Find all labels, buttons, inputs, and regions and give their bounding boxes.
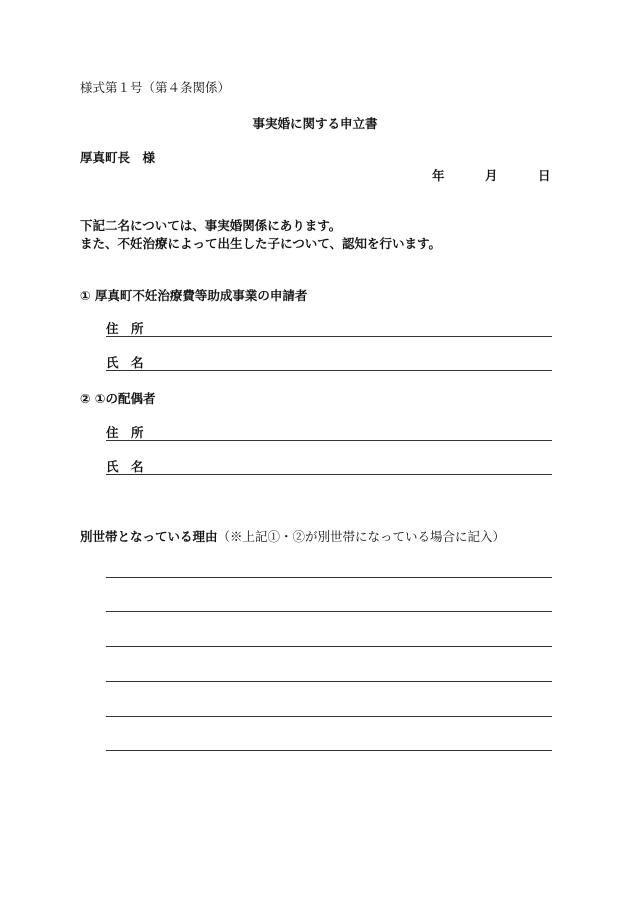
section1-name-label: 氏 名 <box>106 355 144 370</box>
reason-line-4[interactable] <box>106 681 552 682</box>
section1-heading: ① 厚真町不妊治療費等助成事業の申請者 <box>80 288 308 303</box>
declaration-line-1: 下記二名については、事実婚関係にあります。 <box>80 218 342 233</box>
section2-address-label: 住 所 <box>106 425 144 440</box>
section2-name-label: 氏 名 <box>106 459 144 474</box>
form-number: 様式第１号（第４条関係） <box>80 80 231 95</box>
reason-line-1[interactable] <box>106 577 552 578</box>
declaration-line-2: また、不妊治療によって出生した子について、認知を行います。 <box>80 236 442 251</box>
section1-address-line[interactable] <box>106 336 552 337</box>
date-month-label: 月 <box>485 168 498 183</box>
reason-line-2[interactable] <box>106 611 552 612</box>
document-title: 事実婚に関する申立書 <box>252 116 378 131</box>
reason-heading-block <box>80 529 505 545</box>
date-year-label: 年 <box>432 168 445 183</box>
date-day-label: 日 <box>538 168 551 183</box>
section2-name-line[interactable] <box>106 474 552 475</box>
section2-address-line[interactable] <box>106 440 552 441</box>
reason-line-6[interactable] <box>106 750 552 751</box>
section2-heading: ② ①の配偶者 <box>80 391 156 406</box>
section1-name-line[interactable] <box>106 370 552 371</box>
reason-line-3[interactable] <box>106 646 552 647</box>
addressee: 厚真町長 様 <box>80 150 156 165</box>
reason-heading: 別世帯となっている理由 <box>80 529 218 544</box>
reason-line-5[interactable] <box>106 716 552 717</box>
section1-address-label: 住 所 <box>106 321 144 336</box>
reason-note: （※上記①・②が別世帯になっている場合に記入） <box>217 529 506 544</box>
